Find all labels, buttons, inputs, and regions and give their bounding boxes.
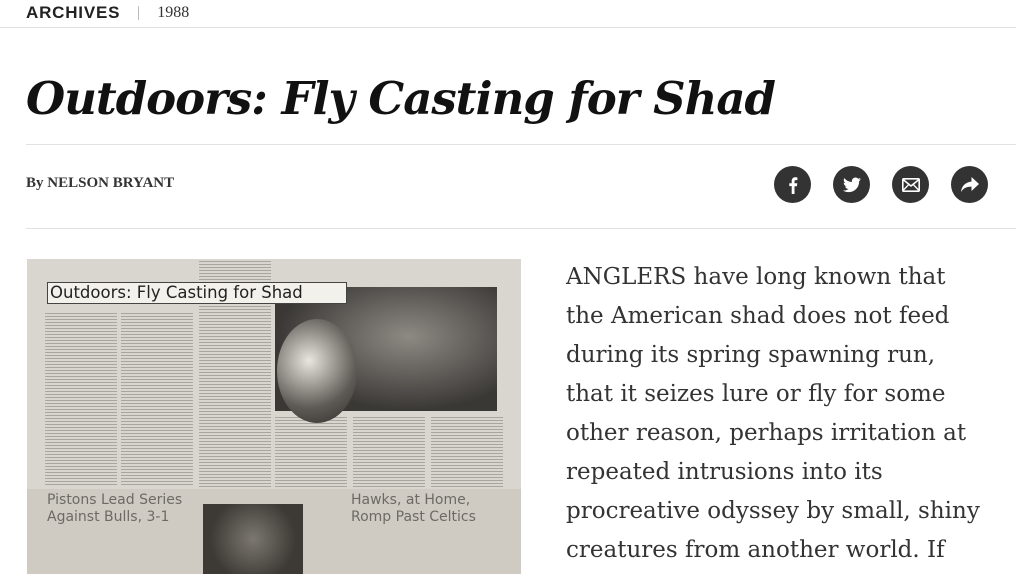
share-icon (960, 176, 980, 194)
scan-photo-portrait (277, 319, 357, 423)
scan-headline-left: Pistons Lead Series Against Bulls, 3-1 (47, 492, 183, 525)
article-line: repeated intrusions into its (566, 459, 883, 485)
article-line: other reason, perhaps irritation at (566, 420, 967, 446)
archive-year[interactable]: 1988 (157, 4, 190, 21)
scan-text-column (431, 415, 503, 487)
scan-title: Outdoors: Fly Casting for Shad (47, 282, 347, 304)
scan-photo-basketball (203, 504, 303, 574)
scan-text-column (45, 311, 117, 487)
scan-text-column (275, 415, 347, 487)
byline-prefix: By (26, 175, 44, 191)
scan-text-column (353, 415, 425, 487)
article-line: ANGLERS have long known that (566, 264, 946, 290)
email-icon (902, 178, 920, 192)
twitter-icon (843, 177, 861, 193)
more-share-button[interactable] (951, 166, 988, 203)
archive-header (26, 0, 189, 26)
article-line: the American shad does not feed (566, 303, 950, 329)
article-line: that it seizes lure or fly for some (566, 381, 946, 407)
title-divider (26, 144, 1016, 145)
facebook-icon (784, 176, 802, 194)
article-line: procreative odyssey by small, shiny (566, 498, 980, 524)
scan-text-column (121, 311, 193, 487)
twitter-share-button[interactable] (833, 166, 870, 203)
byline-divider (26, 228, 1016, 229)
archives-label[interactable]: ARCHIVES (26, 3, 121, 22)
article-body (566, 258, 986, 570)
byline-author[interactable]: NELSON BRYANT (47, 175, 175, 191)
email-share-button[interactable] (892, 166, 929, 203)
article-line: creatures from another world. If (566, 537, 945, 563)
article-line: during its spring spawning run, (566, 342, 936, 368)
article-paragraph (566, 258, 986, 570)
top-divider (0, 27, 1016, 28)
divider (138, 6, 139, 20)
scan-headline-right: Hawks, at Home, Romp Past Celtics (351, 492, 476, 525)
facebook-share-button[interactable] (774, 166, 811, 203)
share-tools (774, 166, 988, 203)
archive-scan-image[interactable] (27, 259, 521, 574)
byline (26, 175, 174, 192)
page-title: Outdoors: Fly Casting for Shad (26, 72, 775, 125)
